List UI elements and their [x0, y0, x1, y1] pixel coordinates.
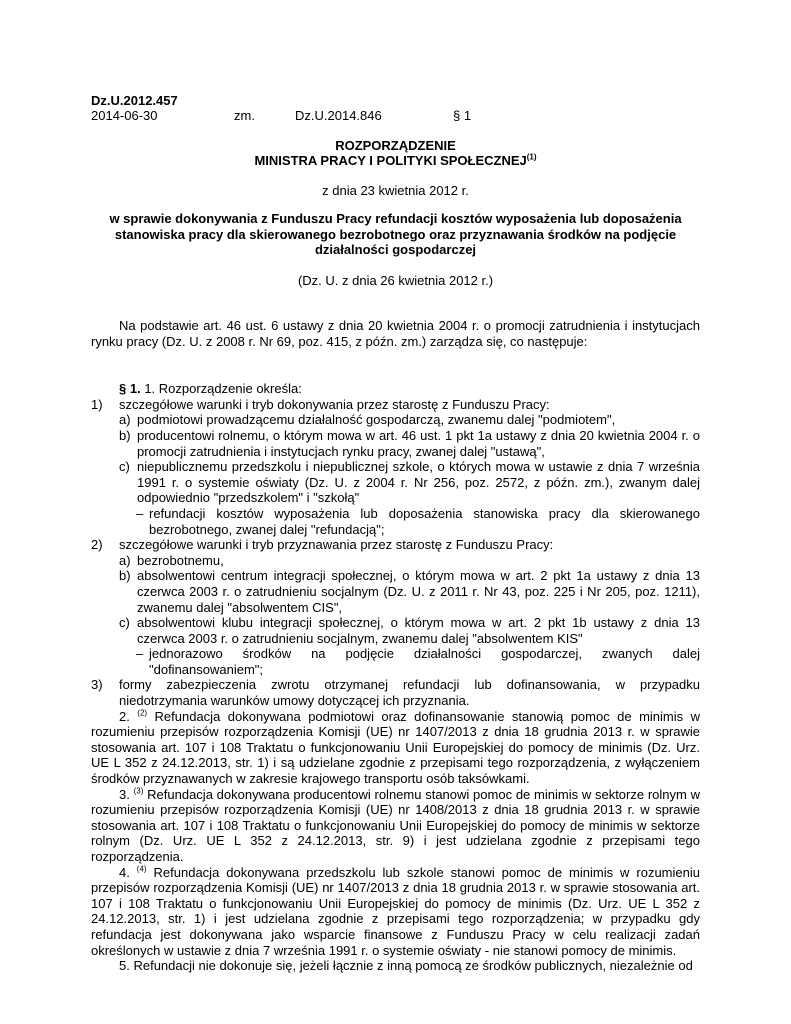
sub-item [91, 568, 700, 615]
footnote-ref[interactable]: (4) [136, 864, 147, 874]
sub-item [91, 615, 700, 646]
section-ref: § 1 [453, 108, 472, 123]
footnote-ref[interactable]: (2) [137, 708, 148, 718]
sub-item-letter: c) [119, 459, 130, 475]
sub-item [91, 459, 700, 506]
version-date: 2014-06-30 [91, 108, 158, 123]
subparagraph-5 [91, 958, 700, 974]
list-item [91, 537, 700, 553]
preamble: Na podstawie art. 46 ust. 6 ustawy z dnia 20 kwietnia 2004 r. o promocji zatrudnienia i instytucjach rynku pracy (Dz. U. z 2008 r. Nr 69, poz. 415, z późn. zm.) zarządza się, co następuje: [91, 318, 700, 349]
sub-item-text: producentowi rolnemu, o którym mowa w art. 46 ust. 1 pkt 1a ustawy z dnia 20 kwietnia 2004 r. o promocji zatrudnienia i instytucjach rynku pracy, zwanej dalej "ustawą", [137, 427, 700, 459]
item-text: szczegółowe warunki i tryb przyznawania przez starostę z Funduszu Pracy: [119, 537, 554, 553]
sub-item-text: bezrobotnemu, [137, 552, 224, 568]
subparagraph-number: 5. [119, 958, 130, 974]
subparagraph-4 [91, 865, 700, 959]
subparagraph-2 [91, 709, 700, 787]
act-date: z dnia 23 kwietnia 2012 r. [322, 183, 469, 198]
sub-item [91, 412, 700, 428]
sub-item-text: absolwentowi centrum integracji społecznej, o którym mowa w art. 2 pkt 1a ustawy z dnia 13 czerwca 2003 r. o zatrudnieniu socjalnym (Dz. U. z 2011 r. Nr 43, poz. 225 i Nr 205, poz. 1211), zwanemu dalej "absolwentem CIS", [137, 568, 700, 615]
sub-item-letter: a) [119, 412, 131, 428]
subparagraph-number: 3. [119, 786, 130, 802]
act-subject: w sprawie dokonywania z Funduszu Pracy refundacji kosztów wyposażenia lub doposażenia stanowiska pracy dla skierowanego bezrobotnego oraz przyznawania środków na podjęcie działalności gospodarczej [109, 211, 682, 257]
amendment-marker: zm. [234, 108, 255, 123]
amending-act: Dz.U.2014.846 [295, 108, 382, 123]
subparagraph-number: 2. [119, 708, 130, 724]
sub-item-text: absolwentowi klubu integracji społecznej, o którym mowa w art. 2 pkt 1b ustawy z dnia 13 czerwca 2003 r. o zatrudnieniu socjalnym, zwanemu dalej "absolwentem KIS" [137, 615, 700, 646]
dash-item [91, 646, 700, 677]
paragraph-1-intro [91, 381, 700, 397]
dash-text: jednorazowo środków na podjęcie działalności gospodarczej, zwanych dalej "dofinansowaniem"; [149, 646, 700, 677]
subparagraph-text: Refundacji nie dokonuje się, jeżeli łącznie z inną pomocą ze środków publicznych, niezależnie od [133, 958, 693, 974]
footnote-ref[interactable]: (1) [526, 152, 537, 162]
sub-item-text: niepublicznemu przedszkolu i niepublicznej szkole, o których mowa w ustawie z dnia 7 września 1991 r. o systemie oświaty (Dz. U. z 2004 r. Nr 256, poz. 2572, z późn. zm.), zwanym dalej odpowiednio "przedszkolem" i "szkołą" [137, 459, 700, 506]
act-type: ROZPORZĄDZENIE [335, 138, 456, 153]
journal-id: Dz.U.2012.457 [91, 93, 178, 108]
subparagraph-text: Refundacja dokonywana przedszkolu lub szkole stanowi pomoc de minimis w rozumieniu przepisów rozporządzenia Komisji (UE) nr 1407/2013 z dnia 18 grudnia 2013 r. w sprawie stosowania art. 107 i 108 Traktatu o funkcjonowaniu Unii Europejskiej do pomocy de minimis (Dz. Urz. UE L 352 z 24.12.2013, str. 1) i jest udzielana zgodnie z przepisami tego rozporządzenia; w przypadku gdy refundacja jest dokonywana jako wsparcie finansowe z Funduszu Pracy w celu realizacji zadań określonych w ustawie z dnia 7 września 1991 r. o systemie oświaty - nie stanowi pomocy de minimis. [91, 864, 700, 958]
publication-source: (Dz. U. z dnia 26 kwietnia 2012 r.) [297, 273, 494, 288]
paragraph-label: § 1. [119, 381, 141, 397]
list-item [91, 677, 700, 708]
item-number: 1) [91, 396, 103, 412]
subparagraph-text: Refundacja dokonywana podmiotowi oraz dofinansowanie stanowią pomoc de minimis w rozumieniu przepisów rozporządzenia Komisji (UE) nr 1407/2013 z dnia 18 grudnia 2013 r. w sprawie stosowania art. 107 i 108 Traktatu o funkcjonowaniu Unii Europejskiej do pomocy de minimis (Dz. Urz. UE L 352 z 24.12.2013, str. 1) i są udzielane zgodnie z przepisami tego rozporządzenia, z wyłączeniem środków przyznawanych w zakresie krajowego transportu osób taksówkami. [91, 708, 700, 787]
sub-item [91, 428, 700, 459]
item-text: formy zabezpieczenia zwrotu otrzymanej refundacji lub dofinansowania, w przypadku niedotrzymania warunków umowy dotyczącej ich przyznania. [119, 677, 700, 709]
paragraph-intro-text: 1. Rozporządzenie określa: [144, 381, 302, 397]
dash-marker: – [136, 646, 144, 662]
subparagraph-3 [91, 787, 700, 865]
dash-item [91, 506, 700, 537]
subparagraph-number: 4. [119, 864, 130, 880]
list-item [91, 397, 700, 413]
sub-item-letter: a) [119, 552, 131, 568]
sub-item-letter: c) [119, 615, 130, 631]
document-body [91, 318, 700, 974]
dash-marker: – [136, 505, 144, 521]
issuing-authority: MINISTRA PRACY I POLITYKI SPOŁECZNEJ [254, 153, 527, 168]
subparagraph-text: Refundacja dokonywana producentowi rolnemu stanowi pomoc de minimis w sektorze rolnym w rozumieniu przepisów rozporządzenia Komisji (UE) nr 1408/2013 z dnia 18 grudnia 2013 r. w sprawie stosowania art. 107 i 108 Traktatu o funkcjonowaniu Unii Europejskiej do pomocy de minimis w sektorze rolnym (Dz. Urz. UE L 352 z 24.12.2013, str. 9) i jest udzielana zgodnie z przepisami tego rozporządzenia. [91, 786, 700, 864]
item-text: szczegółowe warunki i tryb dokonywania przez starostę z Funduszu Pracy: [119, 396, 550, 412]
sub-item [91, 553, 700, 569]
act-title [91, 138, 700, 168]
document-header [91, 93, 472, 123]
sub-item-text: podmiotowi prowadzącemu działalność gospodarczą, zwanemu dalej "podmiotem", [137, 412, 616, 428]
item-number: 2) [91, 537, 103, 553]
sub-item-letter: b) [119, 568, 131, 584]
item-number: 3) [91, 677, 103, 693]
sub-item-letter: b) [119, 427, 131, 443]
dash-text: refundacji kosztów wyposażenia lub doposażenia stanowiska pracy dla skierowanego bezrobotnego, zwanej dalej "refundacją"; [149, 505, 700, 537]
footnote-ref[interactable]: (3) [133, 786, 144, 796]
